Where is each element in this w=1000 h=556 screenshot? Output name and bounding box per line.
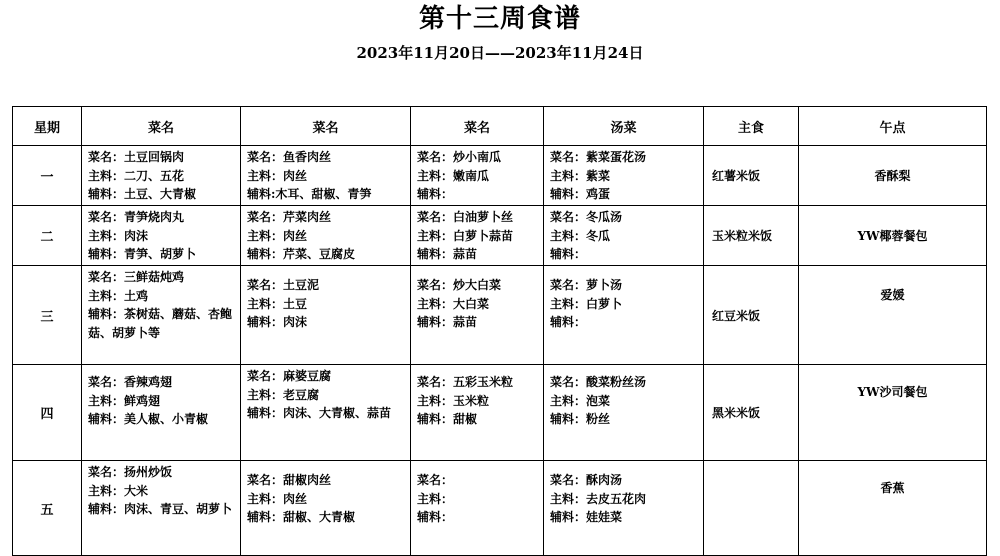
soup-cell [544, 206, 704, 266]
dish-cell [241, 146, 411, 206]
side-ingredient: 辅料：蒜苗 [417, 315, 478, 329]
dish-name: 菜名：酥肉汤 [550, 473, 623, 487]
dish-name: 菜名：炒大白菜 [417, 278, 502, 292]
dish-cell [82, 266, 241, 365]
main-ingredient: 主料：紫菜 [550, 168, 611, 183]
dish-name: 菜名：紫菜蛋花汤 [550, 150, 647, 164]
side-ingredient: 辅料：肉沫、青豆、胡萝卜 [88, 502, 233, 516]
snack-cell: 爱媛 [799, 266, 987, 365]
table-row [13, 146, 987, 206]
dish-cell [411, 365, 544, 461]
dish-name: 菜名：土豆泥 [247, 278, 320, 292]
header-snack: 午点 [799, 107, 987, 146]
header-weekday: 星期 [13, 107, 82, 146]
dish-cell [411, 461, 544, 556]
side-ingredient: 辅料： [417, 510, 454, 524]
weekday-cell: 二 [13, 206, 82, 266]
side-ingredient: 辅料：蒜苗 [417, 247, 478, 261]
main-ingredient: 主料：土豆 [247, 296, 308, 311]
dish-name: 菜名：冬瓜汤 [550, 210, 623, 224]
dish-name: 菜名：芹菜肉丝 [247, 210, 332, 224]
side-ingredient: 辅料:木耳、甜椒、青笋 [247, 187, 372, 201]
dish-cell [82, 146, 241, 206]
dish-name: 菜名：扬州炒饭 [88, 465, 173, 479]
main-ingredient: 主料：冬瓜 [550, 228, 611, 243]
main-ingredient: 主料：鲜鸡翅 [88, 393, 161, 408]
header-soup: 汤菜 [544, 107, 704, 146]
soup-cell [544, 365, 704, 461]
dish-name: 菜名：鱼香肉丝 [247, 150, 332, 164]
staple-cell: 红豆米饭 [704, 266, 799, 365]
side-ingredient: 辅料：土豆、大青椒 [88, 187, 197, 201]
main-ingredient: 主料：肉丝 [247, 228, 308, 243]
table-row [13, 461, 987, 556]
weekday-cell: 一 [13, 146, 82, 206]
snack-cell: YW椰蓉餐包 [799, 206, 987, 266]
dish-cell [411, 266, 544, 365]
main-ingredient: 主料：肉丝 [247, 491, 308, 506]
dish-name: 菜名： [417, 473, 454, 487]
side-ingredient: 辅料：芹菜、豆腐皮 [247, 247, 356, 261]
main-ingredient: 主料：玉米粒 [417, 393, 490, 408]
main-ingredient: 主料：去皮五花肉 [550, 491, 647, 506]
side-ingredient: 辅料：肉沫 [247, 315, 308, 329]
side-ingredient: 辅料： [550, 247, 587, 261]
dish-cell [241, 461, 411, 556]
main-ingredient: 主料：白萝卜蒜苗 [417, 228, 514, 243]
table-row [13, 365, 987, 461]
weekday-cell: 四 [13, 365, 82, 461]
main-ingredient: 主料：老豆腐 [247, 387, 320, 402]
side-ingredient: 辅料：茶树菇、蘑菇、杏鲍菇、胡萝卜等 [88, 307, 233, 340]
main-ingredient: 主料：大米 [88, 483, 149, 498]
dish-name: 菜名：甜椒肉丝 [247, 473, 332, 487]
main-ingredient: 主料：肉沫 [88, 228, 149, 243]
side-ingredient: 辅料：青笋、胡萝卜 [88, 247, 197, 261]
main-ingredient: 主料：泡菜 [550, 393, 611, 408]
main-ingredient: 主料：土鸡 [88, 288, 149, 303]
staple-cell [704, 461, 799, 556]
date-range: 2023年11月20日——2023年11月24日 [356, 44, 644, 62]
dish-name: 菜名：萝卜汤 [550, 278, 623, 292]
header-dish-2: 菜名 [241, 107, 411, 146]
side-ingredient: 辅料：美人椒、小青椒 [88, 412, 209, 426]
dish-name: 菜名：三鲜菇炖鸡 [88, 270, 185, 284]
table-row [13, 266, 987, 365]
main-ingredient: 主料：二刀、五花 [88, 168, 185, 183]
side-ingredient: 辅料： [550, 315, 587, 329]
snack-cell: YW沙司餐包 [799, 365, 987, 461]
header-row [13, 107, 987, 146]
dish-name: 菜名：白油萝卜丝 [417, 210, 514, 224]
side-ingredient: 辅料：肉沫、大青椒、蒜苗 [247, 406, 392, 420]
main-ingredient: 主料：白萝卜 [550, 296, 623, 311]
side-ingredient: 辅料：粉丝 [550, 412, 611, 426]
dish-name: 菜名：五彩玉米粒 [417, 375, 514, 389]
dish-name: 菜名：香辣鸡翅 [88, 375, 173, 389]
table-row [13, 206, 987, 266]
menu-table [12, 106, 987, 556]
dish-cell [411, 206, 544, 266]
header-dish-1: 菜名 [82, 107, 241, 146]
side-ingredient: 辅料：甜椒 [417, 412, 478, 426]
staple-cell: 红薯米饭 [704, 146, 799, 206]
dish-cell [82, 365, 241, 461]
side-ingredient: 辅料： [417, 187, 454, 201]
main-ingredient: 主料：大白菜 [417, 296, 490, 311]
main-ingredient: 主料： [417, 491, 454, 506]
main-ingredient: 主料：肉丝 [247, 168, 308, 183]
dish-cell [82, 461, 241, 556]
dish-name: 菜名：酸菜粉丝汤 [550, 375, 647, 389]
dish-name: 菜名：土豆回锅肉 [88, 150, 185, 164]
weekday-cell: 五 [13, 461, 82, 556]
dish-cell [241, 365, 411, 461]
page-title: 第十三周食谱 [418, 4, 581, 34]
header-dish-3: 菜名 [411, 107, 544, 146]
dish-name: 菜名：青笋烧肉丸 [88, 210, 185, 224]
header-staple: 主食 [704, 107, 799, 146]
snack-cell: 香酥梨 [799, 146, 987, 206]
snack-cell: 香蕉 [799, 461, 987, 556]
side-ingredient: 辅料：鸡蛋 [550, 187, 611, 201]
dish-cell [241, 266, 411, 365]
dish-name: 菜名：炒小南瓜 [417, 150, 502, 164]
soup-cell [544, 266, 704, 365]
main-ingredient: 主料：嫩南瓜 [417, 168, 490, 183]
dish-cell [82, 206, 241, 266]
dish-cell [241, 206, 411, 266]
dish-cell [411, 146, 544, 206]
weekday-cell: 三 [13, 266, 82, 365]
soup-cell [544, 461, 704, 556]
soup-cell [544, 146, 704, 206]
side-ingredient: 辅料：甜椒、大青椒 [247, 510, 356, 524]
side-ingredient: 辅料：娃娃菜 [550, 510, 623, 524]
staple-cell: 玉米粒米饭 [704, 206, 799, 266]
staple-cell: 黑米米饭 [704, 365, 799, 461]
dish-name: 菜名：麻婆豆腐 [247, 369, 332, 383]
